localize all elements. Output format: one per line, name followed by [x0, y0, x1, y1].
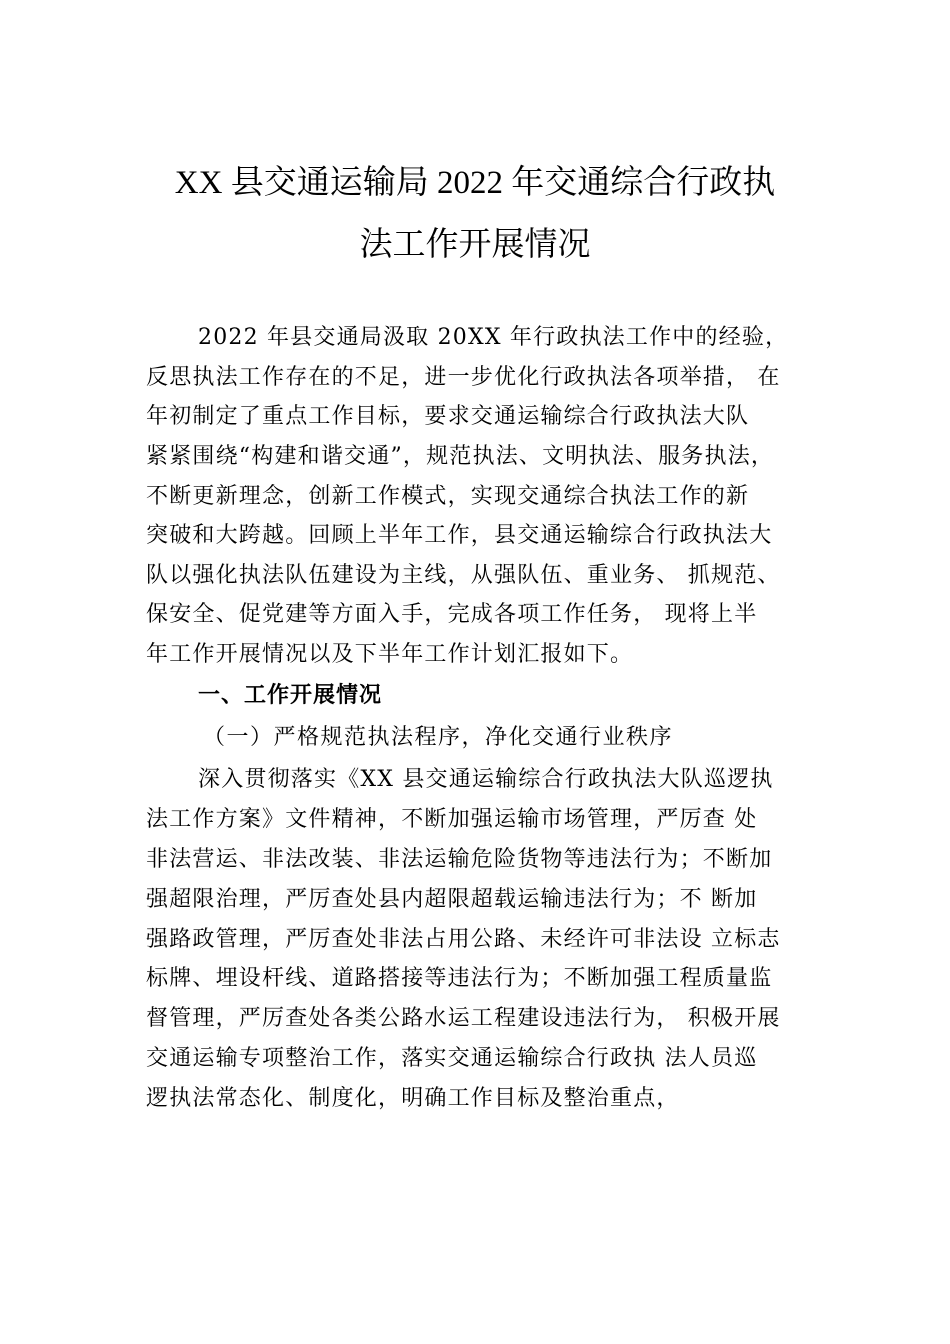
intro-line: 年初制定了重点工作目标，要求交通运输综合行政执法大队 — [146, 404, 750, 429]
body-line: 深入贯彻落实《XX 县交通运输综合行政执法大队巡逻执 — [198, 767, 774, 792]
body-line: 法工作方案》文件精神，不断加强运输市场管理，严厉查 处 — [146, 807, 758, 832]
intro-line: 年工作开展情况以及下半年工作计划汇报如下。 — [146, 642, 634, 667]
body-line: 督管理，严厉查处各类公路水运工程建设违法行为， 积极开展 — [146, 1006, 781, 1031]
intro-line: 突破和大跨越。回顾上半年工作，县交通运输综合行政执法大 — [146, 523, 773, 548]
intro-line: 2022 年县交通局汲取 20XX 年行政执法工作中的经验， — [198, 325, 789, 350]
body-line: 非法营运、非法改装、非法运输危险货物等违法行为；不断加 — [146, 847, 773, 872]
body-line: 标牌、埋设杆线、道路搭接等违法行为；不断加强工程质量监 — [146, 966, 773, 991]
intro-line: 队以强化执法队伍建设为主线，从强队伍、重业务、 抓规范、 — [146, 563, 781, 588]
section-heading: 一、工作开展情况 — [198, 683, 383, 708]
intro-line: 不断更新理念，创新工作模式，实现交通综合执法工作的新 — [146, 484, 750, 509]
body-line: 强路政管理，严厉查处非法占用公路、未经许可非法设 立标志 — [146, 927, 781, 952]
body-line: 交通运输专项整治工作，落实交通运输综合行政执 法人员巡 — [146, 1046, 758, 1071]
document-title-line-1: XX 县交通运输局 2022 年交通综合行政执 — [174, 165, 776, 201]
intro-line: 保安全、促党建等方面入手，完成各项工作任务， 现将上半 — [146, 602, 758, 627]
intro-line: 紧紧围绕“构建和谐交通”，规范执法、文明执法、服务执法， — [146, 444, 775, 469]
body-line: 强超限治理，严厉查处县内超限超载运输违法行为；不 断加 — [146, 887, 758, 912]
intro-line: 反思执法工作存在的不足，进一步优化行政执法各项举措， 在 — [146, 365, 781, 390]
document-title-line-2: 法工作开展情况 — [359, 227, 591, 263]
subsection-heading: （一）严格规范执法程序，净化交通行业秩序 — [203, 725, 674, 750]
body-line: 逻执法常态化、制度化，明确工作目标及整治重点， — [146, 1086, 680, 1111]
